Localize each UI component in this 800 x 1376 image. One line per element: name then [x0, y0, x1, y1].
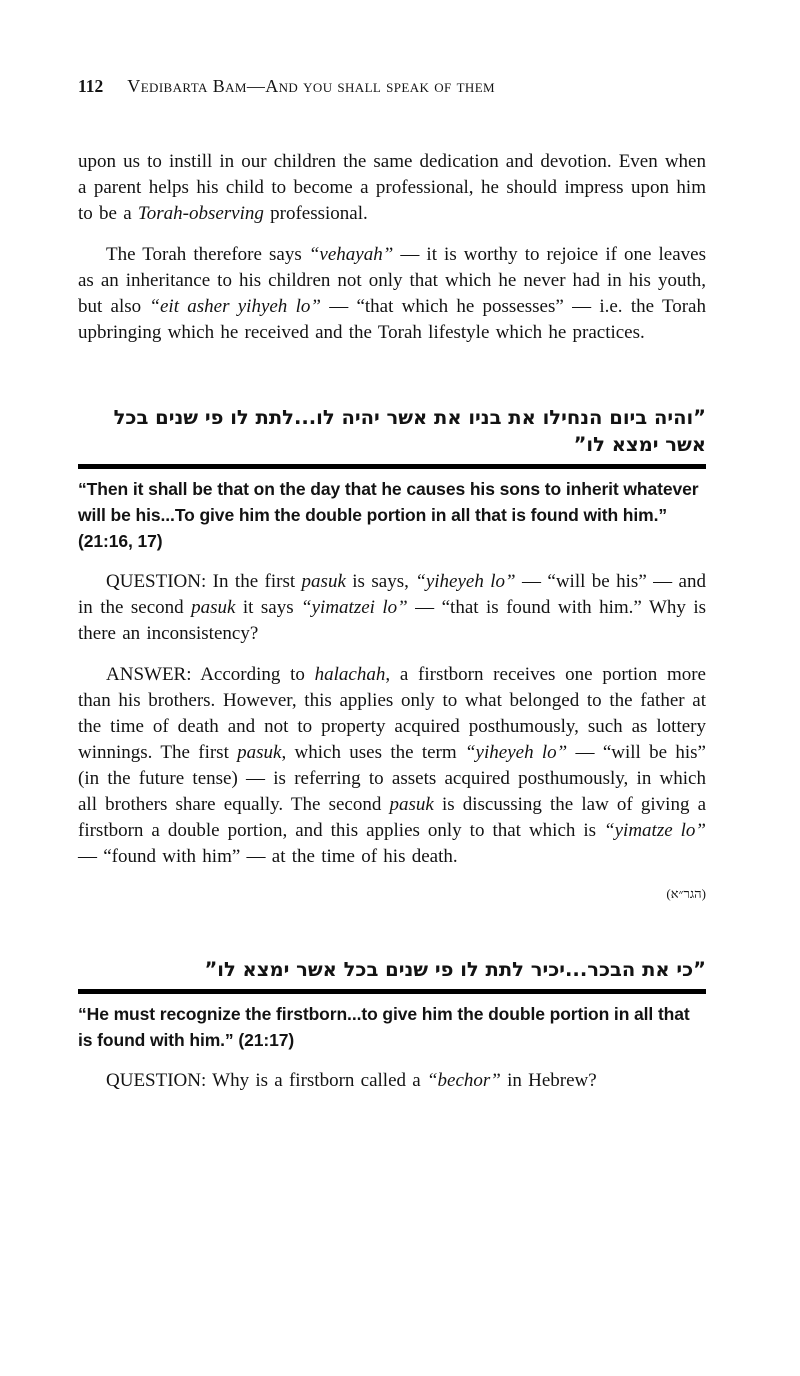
source-citation: (הגר״א)	[666, 886, 706, 901]
divider-rule	[78, 464, 706, 469]
verse-translation: “He must recognize the firstborn...to give him the double portion in all that is found with him.” (21:17)	[78, 1004, 690, 1050]
intro-paragraph-2: The Torah therefore says “vehayah” — it is worthy to rejoice if one leaves as an inheritance to his children not only that which he never had in his youth, but also “eit asher yihyeh lo” — “that which he possesses” — i.e. the Torah upbringing which he received and the Torah lifestyle which he practices.	[78, 244, 706, 343]
answer-paragraph: ANSWER: According to halachah, a firstborn receives one portion more than his brothers. However, this applies only to what belonged to the father at the time of death and not to property acquired posthumously, such as lottery winnings. The first pasuk, which uses the term “yiheyeh lo” — “will be his” (in the future tense) — is referring to assets acquired posthumously, in which all brothers share equally. The second pasuk is discussing the law of giving a firstborn a double portion, and this applies only to that which is “yimatze lo” — “found with him” — at the time of his death.	[78, 664, 706, 867]
page-number: 112	[78, 76, 104, 96]
page-content	[78, 149, 706, 1094]
hebrew-verse-heading: ”והיה ביום הנחילו את בניו את אשר יהיה לו...לתת לו פי שנים בכל אשר ימצא לו”	[113, 406, 706, 456]
question-paragraph: QUESTION: Why is a firstborn called a “bechor” in Hebrew?	[106, 1070, 597, 1091]
commentary-section-1	[78, 404, 706, 902]
intro-paragraph-1: upon us to instill in our children the same dedication and devotion. Even when a parent helps his child to become a professional, he should impress upon him to be a Torah-observing professional.	[78, 151, 706, 224]
page-header	[78, 76, 706, 97]
commentary-section-2	[78, 956, 706, 1094]
book-title: Vedibarta Bam—And you shall speak of them	[127, 76, 495, 96]
question-paragraph: QUESTION: In the first pasuk is says, “yiheyeh lo” — “will be his” — and in the second pasuk it says “yimatzei lo” — “that is found with him.” Why is there an inconsistency?	[78, 571, 706, 644]
verse-translation: “Then it shall be that on the day that he causes his sons to inherit whatever will be his...To give him the double portion in all that is found with him.” (21:16, 17)	[78, 479, 699, 551]
hebrew-verse-heading: ”כי את הבכר...יכיר לתת לו פי שנים בכל אשר ימצא לו”	[204, 958, 706, 981]
divider-rule	[78, 989, 706, 994]
